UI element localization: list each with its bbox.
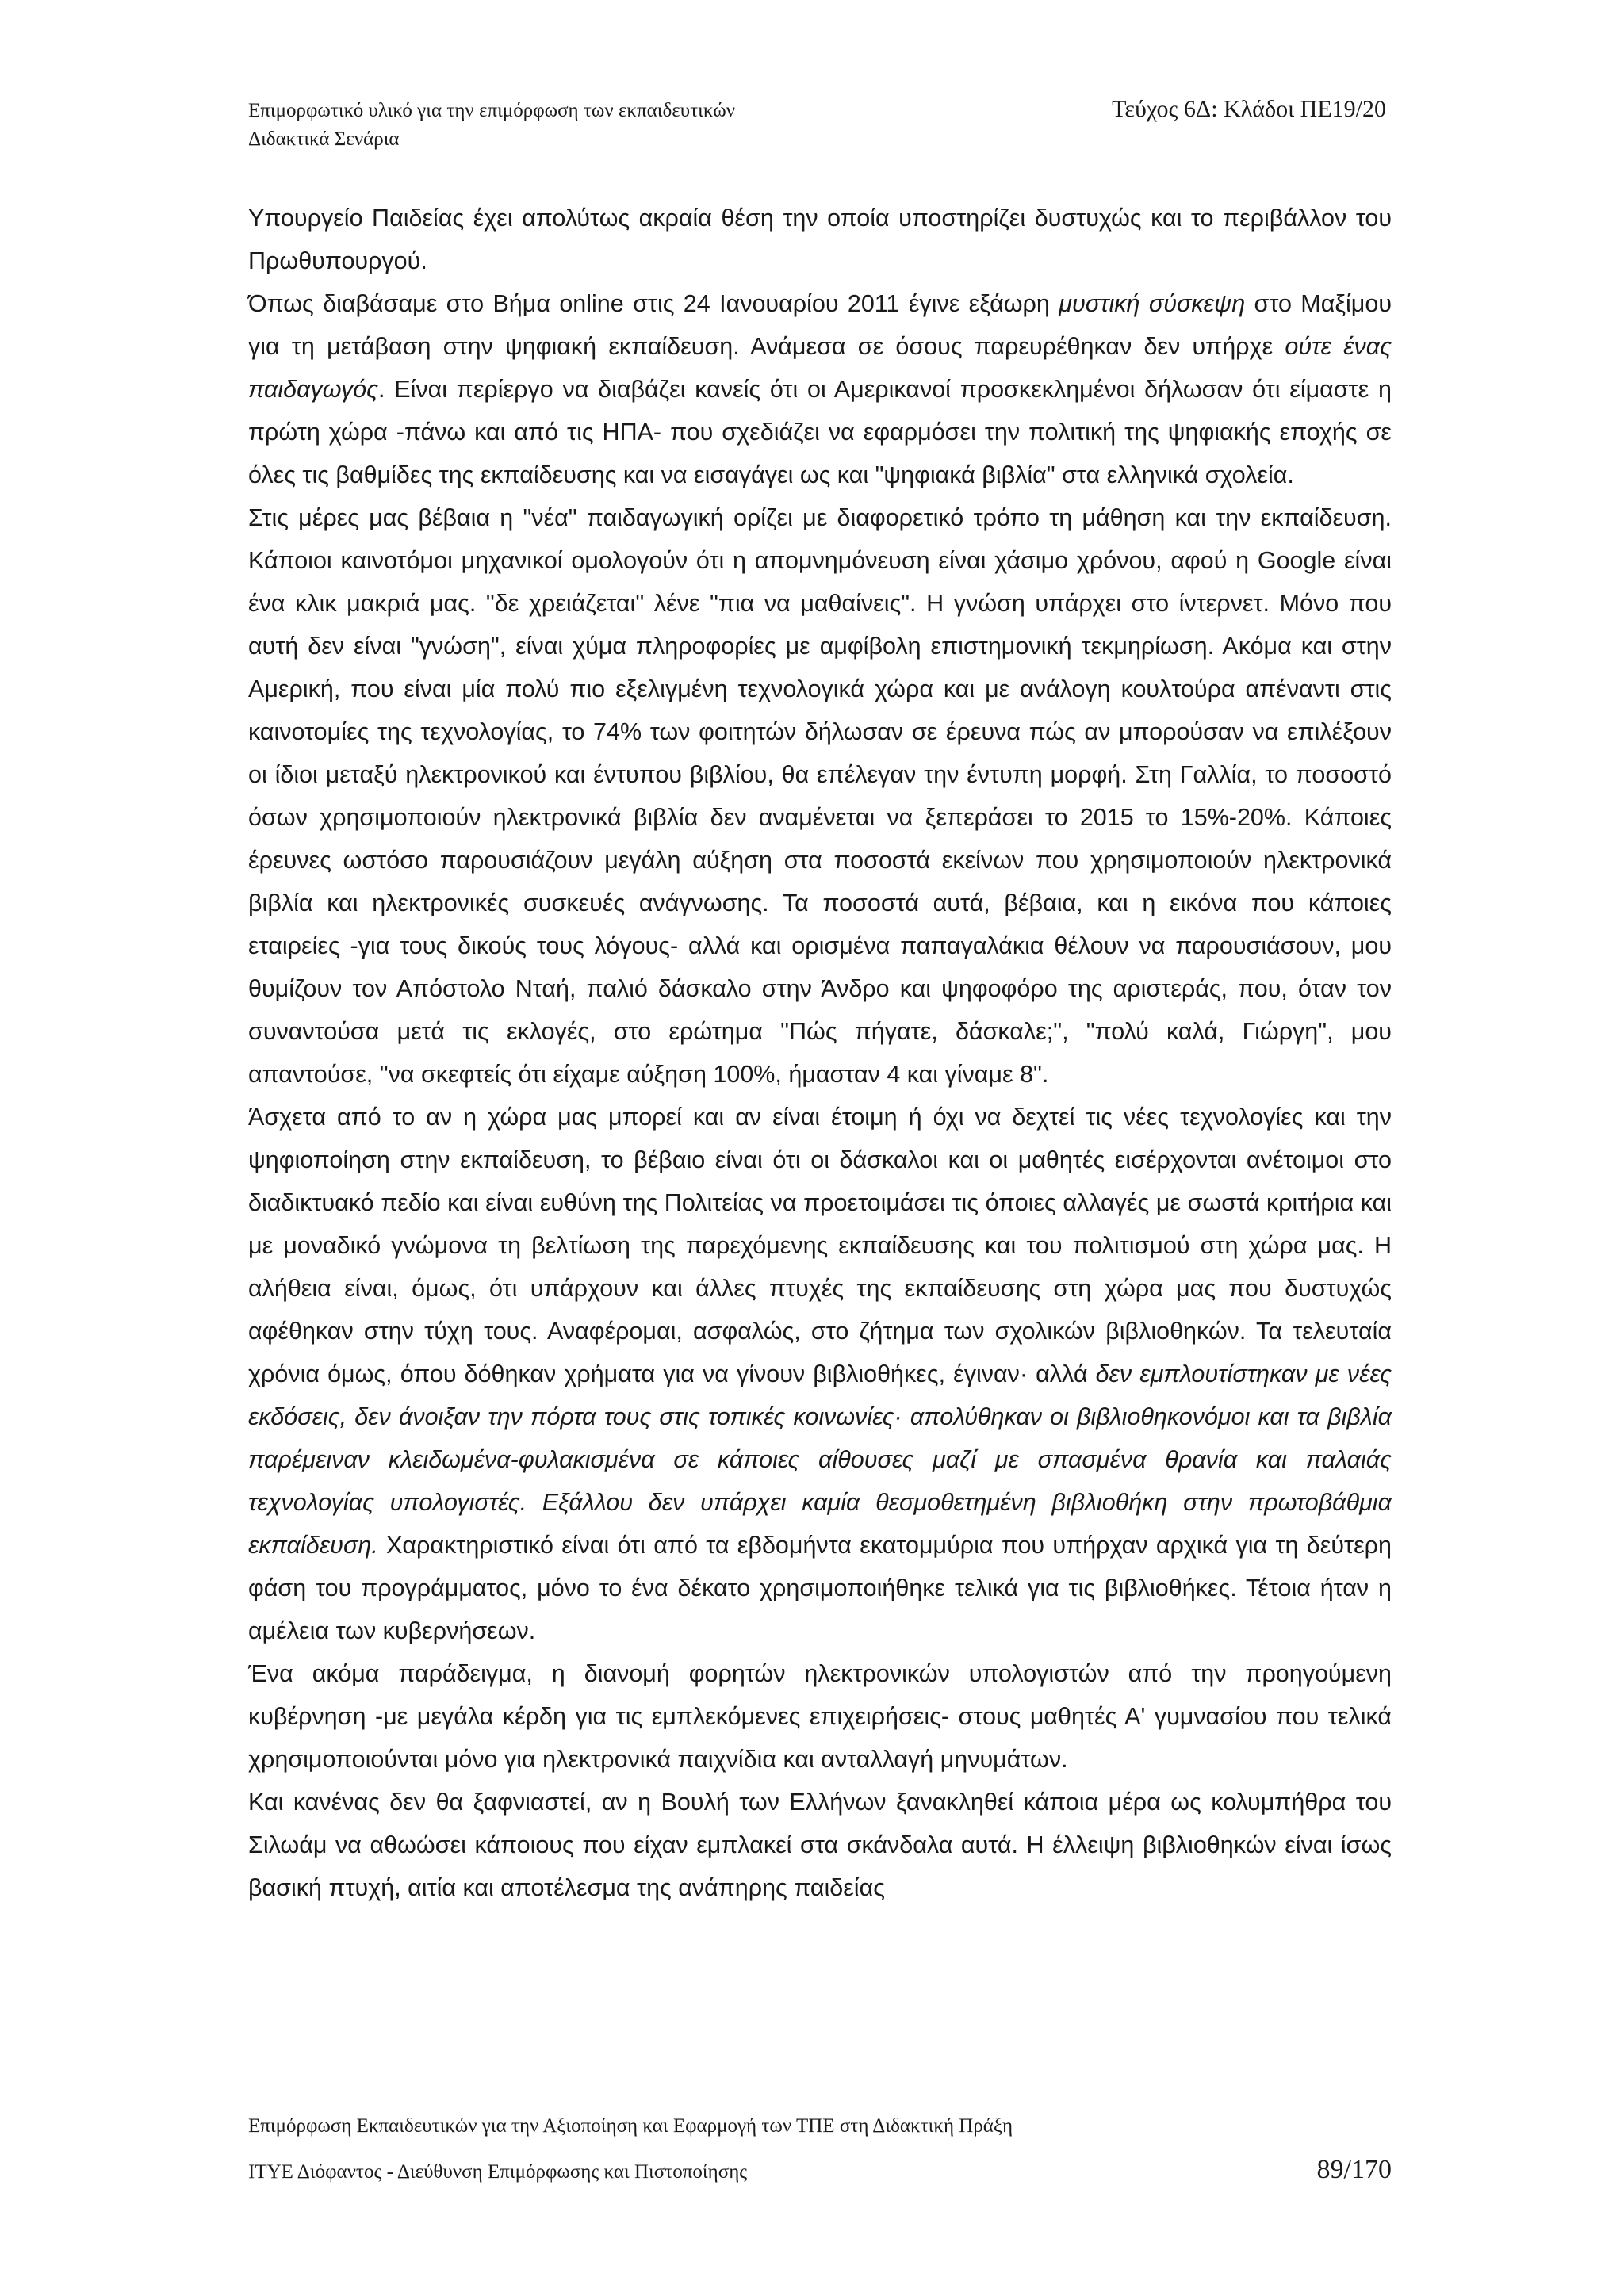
- paragraph: [248, 282, 1392, 496]
- header-title: Επιμορφωτικό υλικό για την επιμόρφωση των εκπαιδευτικών: [248, 100, 736, 121]
- italic-text: μυστική σύσκεψη: [1059, 290, 1246, 317]
- footer-organization: ΙΤΥΕ Διόφαντος - Διεύθυνση Επιμόρφωσης και Πιστοποίησης: [248, 2161, 748, 2183]
- italic-text: δεν εμπλουτίστηκαν με νέες εκδόσεις, δεν άνοιξαν την πόρτα τους στις τοπικές κοινωνίες· απολύθηκαν οι βιβλιοθηκονόμοι και τα βιβλία παρέμειναν κλειδωμένα-φυλακισμένα σε κάποιες αίθουσες μαζί με σπασμένα θρανία και παλαιάς τεχνολογίας υπολογιστές. Εξάλλου δεν υπάρχει καμία θεσμοθετημένη βιβλιοθήκη στην πρωτοβάθμια εκπαίδευση.: [248, 1360, 1392, 1559]
- text-run: Υπουργείο Παιδείας έχει απολύτως ακραία θέση την οποία υποστηρίζει δυστυχώς και το περιβάλλον του Πρωθυπουργού.: [248, 205, 1392, 274]
- paragraph: [248, 1096, 1392, 1652]
- page-header-left: [248, 97, 735, 154]
- text-run: Χαρακτηριστικό είναι ότι από τα εβδομήντα εκατομμύρια που υπήρχαν αρχικά για τη δεύτερη φάση του προγράμματος, μόνο το ένα δέκατο χρησιμοποιήθηκε τελικά για τις βιβλιοθήκες. Τέτοια ήταν η αμέλεια των κυβερνήσεων.: [248, 1532, 1392, 1644]
- text-run: Ένα ακόμα παράδειγμα, η διανομή φορητών ηλεκτρονικών υπολογιστών από την προηγούμενη κυβέρνηση -με μεγάλα κέρδη για τις εμπλεκόμενες επιχειρήσεις- στους μαθητές Α' γυμνασίου που τελικά χρησιμοποιούνται μόνο για ηλεκτρονικά παιχνίδια και ανταλλαγή μηνυμάτων.: [248, 1660, 1392, 1773]
- paragraph: [248, 1781, 1392, 1909]
- paragraph: [248, 496, 1392, 1096]
- header-subtitle: Διδακτικά Σενάρια: [248, 128, 400, 150]
- italic-text: ούτε ένας παιδαγωγός: [248, 333, 1392, 403]
- body-text: [248, 197, 1392, 1909]
- text-run: Και κανένας δεν θα ξαφνιαστεί, αν η Βουλή των Ελλήνων ξανακληθεί κάποια μέρα ως κολυμπήθρα του Σιλωάμ να αθωώσει κάποιους που είχαν εμπλακεί στα σκάνδαλα αυτά. Η έλλειψη βιβλιοθηκών είναι ίσως βασική πτυχή, αιτία και αποτέλεσμα της ανάπηρης παιδείας: [248, 1789, 1392, 1901]
- page-number: 89/170: [1316, 2155, 1392, 2184]
- text-run: Στις μέρες μας βέβαια η "νέα" παιδαγωγική ορίζει με διαφορετικό τρόπο τη μάθηση και την εκπαίδευση. Κάποιοι καινοτόμοι μηχανικοί ομολογούν ότι η απομνημόνευση είναι χάσιμο χρόνου, αφού η Google είναι ένα κλικ μακριά μας. "δε χρειάζεται" λένε "πια να μαθαίνεις". Η γνώση υπάρχει στο ίντερνετ. Μόνο που αυτή δεν είναι "γνώση", είναι χύμα πληροφορίες με αμφίβολη επιστημονική τεκμηρίωση. Ακόμα και στην Αμερική, που είναι μία πολύ πιο εξελιγμένη τεχνολογικά χώρα και με ανάλογη κουλτούρα απέναντι στις καινοτομίες της τεχνολογίας, το 74% των φοιτητών δήλωσαν σε έρευνα πώς αν μπορούσαν να επιλέξουν οι ίδιοι μεταξύ ηλεκτρονικού και έντυπου βιβλίου, θα επέλεγαν την έντυπη μορφή. Στη Γαλλία, το ποσοστό όσων χρησιμοποιούν ηλεκτρονικά βιβλία δεν αναμένεται να ξεπεράσει το 2015 το 15%-20%. Κάποιες έρευνες ωστόσο παρουσιάζουν μεγάλη αύξηση στα ποσοστά εκείνων που χρησιμοποιούν ηλεκτρονικά βιβλία και ηλεκτρονικές συσκευές ανάγνωσης. Τα ποσοστά αυτά, βέβαια, και η εικόνα που κάποιες εταιρείες -για τους δικούς τους λόγους- αλλά και ορισμένα παπαγαλάκια θέλουν να παρουσιάσουν, μου θυμίζουν τον Απόστολο Νταή, παλιό δάσκαλο στην Άνδρο και ψηφοφόρο της αριστεράς, που, όταν τον συναντούσα μετά τις εκλογές, στο ερώτημα "Πώς πήγατε, δάσκαλε;", "πολύ καλά, Γιώργη", μου απαντούσε, "να σκεφτείς ότι είχαμε αύξηση 100%, ήμασταν 4 και γίναμε 8".: [248, 504, 1392, 1088]
- text-run: Άσχετα από το αν η χώρα μας μπορεί και αν είναι έτοιμη ή όχι να δεχτεί τις νέες τεχνολογίες και την ψηφιοποίηση στην εκπαίδευση, το βέβαιο είναι ότι οι δάσκαλοι και οι μαθητές εισέρχονται ανέτοιμοι στο διαδικτυακό πεδίο και είναι ευθύνη της Πολιτείας να προετοιμάσει τις όποιες αλλαγές με σωστά κριτήρια και με μοναδικό γνώμονα τη βελτίωση της παρεχόμενης εκπαίδευσης και του πολιτισμού στη χώρα μας. Η αλήθεια είναι, όμως, ότι υπάρχουν και άλλες πτυχές της εκπαίδευσης στη χώρα μας που δυστυχώς αφέθηκαν στην τύχη τους. Αναφέρομαι, ασφαλώς, στο ζήτημα των σχολικών βιβλιοθηκών. Τα τελευταία χρόνια όμως, όπου δόθηκαν χρήματα για να γίνουν βιβλιοθήκες, έγιναν· αλλά: [248, 1104, 1392, 1387]
- text-run: στο Μαξίμου για τη μετάβαση στην ψηφιακή εκπαίδευση. Ανάμεσα σε όσους παρευρέθηκαν δεν υπήρχε: [248, 290, 1392, 360]
- header-issue: Τεύχος 6Δ: Κλάδοι ΠΕ19/20: [1112, 96, 1386, 122]
- paragraph: [248, 197, 1392, 282]
- footer-program: Επιμόρφωση Εκπαιδευτικών για την Αξιοποίηση και Εφαρμογή των ΤΠΕ στη Διδακτική Πράξη: [248, 2115, 1013, 2137]
- page-footer: [248, 2112, 1392, 2188]
- paragraph: [248, 1652, 1392, 1781]
- text-run: . Είναι περίεργο να διαβάζει κανείς ότι οι Αμερικανοί προσκεκλημένοι δήλωσαν ότι είμαστε η πρώτη χώρα -πάνω και από τις ΗΠΑ- που σχεδιάζει να εφαρμόσει την πολιτική της ψηφιακής εποχής σε όλες τις βαθμίδες της εκπαίδευσης και να εισαγάγει ως και "ψηφιακά βιβλία" στα ελληνικά σχολεία.: [248, 376, 1392, 488]
- text-run: Όπως διαβάσαμε στο Βήμα online στις 24 Ιανουαρίου 2011 έγινε εξάωρη: [248, 290, 1059, 317]
